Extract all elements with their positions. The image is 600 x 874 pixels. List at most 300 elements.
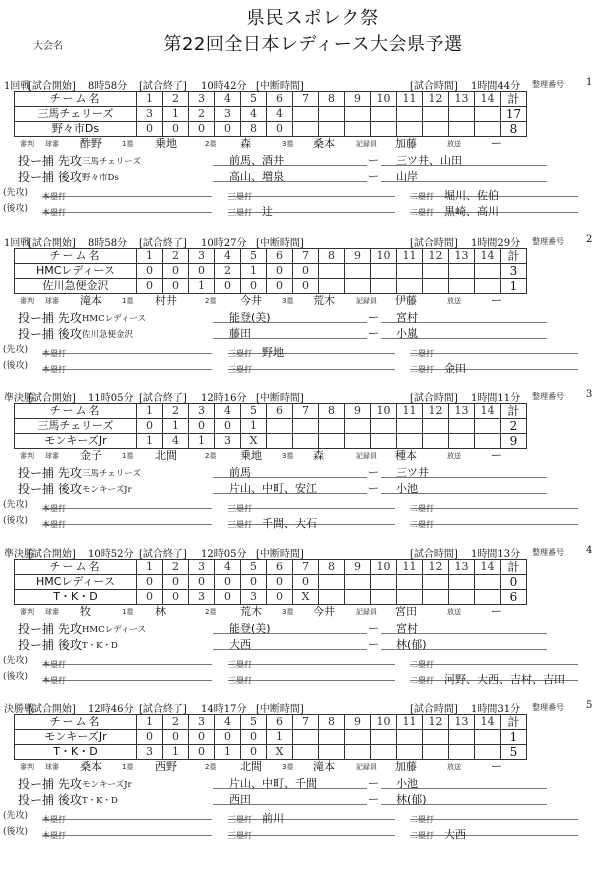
pitchers-field: 西田: [213, 791, 367, 805]
break-label: [中断時間]: [256, 549, 304, 560]
inning-score: 1: [189, 279, 215, 294]
first-base-umpire-label: 1塁: [122, 608, 134, 616]
battery-row-second: [0, 636, 600, 652]
inning-header: 14: [475, 404, 501, 419]
home-run-field: [42, 807, 212, 824]
hits-row-first: [0, 184, 600, 200]
third-base-umpire-label: 3塁: [282, 452, 294, 460]
team-total: 17: [501, 107, 527, 122]
hit-type-label: 二塁打: [410, 520, 434, 529]
scoreboard-table: [14, 91, 527, 137]
match-record-5: [0, 700, 600, 856]
start-label: [試合開始]: [28, 81, 76, 92]
battery-first-label: 投ー捕 先攻: [18, 622, 82, 636]
inning-header: 1: [137, 404, 163, 419]
end-time: 12時16分: [201, 393, 247, 404]
serial-number: 2: [586, 234, 593, 245]
inning-score: 0: [241, 745, 267, 760]
team-name: T・K・D: [15, 745, 137, 760]
inning-score: 0: [163, 264, 189, 279]
battery-team: T・K・D: [82, 796, 118, 806]
team-score-row: [15, 264, 527, 279]
inning-score: 1: [137, 434, 163, 449]
inning-score: 0: [267, 264, 293, 279]
second-base-umpire-label: 2塁: [205, 140, 217, 148]
start-label: [試合開始]: [28, 238, 76, 249]
umpire-label: 審判: [20, 297, 34, 305]
hit-type-label: 三塁打: [228, 365, 252, 374]
umpire-label: 審判: [20, 452, 34, 460]
broadcast-name: ー: [491, 137, 502, 150]
third-base-umpire-name: 今井: [313, 605, 335, 618]
hit-type-label: 三塁打: [228, 504, 252, 513]
inning-header: 14: [475, 715, 501, 730]
inning-score: [397, 419, 423, 434]
team-total: 1: [501, 279, 527, 294]
break-label: [中断時間]: [256, 704, 304, 715]
match-record-2: [0, 234, 600, 390]
inning-score: 0: [189, 730, 215, 745]
team-score-row: [15, 107, 527, 122]
end-time: 12時05分: [201, 549, 247, 560]
battery-dash: ー: [368, 327, 379, 340]
inning-score: [475, 107, 501, 122]
hit-players: 堀川、佐伯: [444, 189, 499, 202]
inning-header: 8: [319, 715, 345, 730]
inning-score: 2: [189, 107, 215, 122]
round-label: 準決勝: [4, 549, 34, 560]
inning-header: 10: [371, 404, 397, 419]
inning-score: 4: [267, 107, 293, 122]
inning-score: [267, 419, 293, 434]
broadcast-label: 放送: [447, 763, 461, 771]
double-field: [410, 496, 578, 513]
total-header: 計: [501, 92, 527, 107]
team-score-row: [15, 419, 527, 434]
inning-header: 14: [475, 249, 501, 264]
inning-header: 4: [215, 560, 241, 575]
first-base-umpire-label: 1塁: [122, 140, 134, 148]
triple-field: [228, 652, 395, 669]
inning-score: [371, 107, 397, 122]
home-run-field: [42, 341, 212, 358]
inning-score: 3: [137, 745, 163, 760]
battery-team: HMCレディース: [82, 625, 147, 635]
total-header: 計: [501, 404, 527, 419]
inning-header: 10: [371, 715, 397, 730]
pitchers-field: 前馬、酒井: [213, 152, 367, 166]
end-time: 10時27分: [201, 238, 247, 249]
inning-header: 11: [397, 715, 423, 730]
hit-type-label: 二塁打: [410, 208, 434, 217]
serial-label: 整理番号: [532, 80, 564, 89]
battery-dash: ー: [368, 482, 379, 495]
team-name-header: チーム名: [15, 404, 137, 419]
battery-second-label: 投ー捕 後攻: [18, 793, 82, 807]
triple-field: [228, 823, 395, 840]
umpire-row: [0, 447, 600, 463]
battery-second-label: 投ー捕 後攻: [18, 638, 82, 652]
hit-type-label: 三塁打: [228, 676, 252, 685]
double-field: [410, 512, 578, 529]
battery-dash: ー: [368, 154, 379, 167]
team-total: 6: [501, 590, 527, 605]
hit-type-label: 三塁打: [228, 192, 252, 201]
inning-score: 0: [241, 575, 267, 590]
inning-score: 3: [215, 107, 241, 122]
hit-players: 野地: [262, 346, 284, 359]
home-run-field: [42, 184, 212, 201]
duration-label: [試合時間]: [410, 81, 458, 92]
home-run-field: [42, 357, 212, 374]
battery-row-second: [0, 325, 600, 341]
team-name: 三馬チェリーズ: [15, 107, 137, 122]
inning-header: 5: [241, 92, 267, 107]
hits-row-second: [0, 512, 600, 528]
broadcast-label: 放送: [447, 297, 461, 305]
battery-team: モンキーズJr: [82, 485, 132, 495]
inning-score: 1: [163, 419, 189, 434]
battery-dash: ー: [368, 170, 379, 183]
inning-header: 12: [423, 404, 449, 419]
inning-score: 0: [215, 419, 241, 434]
hits-row-first: [0, 341, 600, 357]
battery-dash: ー: [368, 638, 379, 651]
plate-umpire-label: 球審: [45, 140, 59, 148]
hit-players: 大西: [444, 828, 466, 841]
battery-second-label: 投ー捕 後攻: [18, 327, 82, 341]
inning-score: 1: [241, 264, 267, 279]
inning-header: 12: [423, 249, 449, 264]
plate-umpire-label: 球審: [45, 297, 59, 305]
inning-score: 0: [215, 575, 241, 590]
inning-header: 12: [423, 715, 449, 730]
team-total: 3: [501, 264, 527, 279]
hit-type-label: 本塁打: [42, 192, 66, 201]
battery-team: 三馬チェリーズ: [82, 469, 141, 479]
plate-umpire-name: 金子: [80, 449, 102, 462]
inning-header: 6: [267, 560, 293, 575]
pitchers-field: 能登(美): [213, 309, 367, 323]
end-time: 14時17分: [201, 704, 247, 715]
recorder-label: 記録員: [356, 140, 377, 148]
end-label: [試合終了]: [139, 238, 187, 249]
inning-score: [475, 264, 501, 279]
team-name-header: チーム名: [15, 92, 137, 107]
inning-score: 0: [189, 419, 215, 434]
inning-score: 0: [137, 590, 163, 605]
home-run-field: [42, 200, 212, 217]
home-run-field: [42, 823, 212, 840]
end-label: [試合終了]: [139, 81, 187, 92]
battery-team: 佐川急便金沢: [82, 330, 134, 340]
inning-header: 5: [241, 715, 267, 730]
duration-label: [試合時間]: [410, 238, 458, 249]
inning-header: 3: [189, 715, 215, 730]
start-label: [試合開始]: [28, 704, 76, 715]
inning-score: X: [293, 590, 319, 605]
second-base-umpire-name: 荒木: [240, 605, 262, 618]
inning-score: [449, 575, 475, 590]
match-header: [4, 389, 598, 403]
inning-header: 10: [371, 92, 397, 107]
plate-umpire-name: 桑本: [80, 760, 102, 773]
recorder-label: 記録員: [356, 297, 377, 305]
pitchers-field: 藤田: [213, 325, 367, 339]
inning-header: 3: [189, 560, 215, 575]
second-base-umpire-label: 2塁: [205, 452, 217, 460]
home-run-field: [42, 668, 212, 685]
team-score-row: [15, 730, 527, 745]
inning-score: 0: [267, 122, 293, 137]
inning-header: 3: [189, 404, 215, 419]
inning-score: 0: [241, 279, 267, 294]
inning-header: 10: [371, 560, 397, 575]
serial-label: 整理番号: [532, 392, 564, 401]
first-base-umpire-name: 林: [155, 605, 166, 618]
hit-type-label: 三塁打: [228, 815, 252, 824]
inning-score: 1: [189, 434, 215, 449]
catchers-field: 林(郁): [381, 791, 547, 805]
team-name: 三馬チェリーズ: [15, 419, 137, 434]
scoreboard-header-row: [15, 92, 527, 107]
team-name: T・K・D: [15, 590, 137, 605]
scoreboard-header-row: [15, 404, 527, 419]
plate-umpire-name: 牧: [80, 605, 91, 618]
recorder-label: 記録員: [356, 763, 377, 771]
catchers-field: 小池: [381, 480, 547, 494]
inning-score: 1: [163, 745, 189, 760]
inning-score: 4: [163, 434, 189, 449]
inning-score: [319, 575, 345, 590]
battery-dash: ー: [368, 777, 379, 790]
recorder-name: 種本: [395, 449, 417, 462]
end-label: [試合終了]: [139, 704, 187, 715]
pitchers-field: 片山、中町、千間: [213, 775, 367, 789]
hits-row-second: [0, 357, 600, 373]
recorder-name: 加藤: [395, 137, 417, 150]
inning-header: 10: [371, 249, 397, 264]
pitchers-field: 前馬: [213, 464, 367, 478]
team-name: 佐川急便金沢: [15, 279, 137, 294]
second-base-umpire-name: 乗地: [240, 449, 262, 462]
duration-label: [試合時間]: [410, 549, 458, 560]
side-second-label: (後攻): [3, 827, 29, 837]
inning-header: 7: [293, 92, 319, 107]
second-base-umpire-label: 2塁: [205, 763, 217, 771]
inning-header: 13: [449, 249, 475, 264]
hit-type-label: 二塁打: [410, 660, 434, 669]
hit-type-label: 本塁打: [42, 831, 66, 840]
round-label: 準決勝: [4, 393, 34, 404]
hits-row-second: [0, 200, 600, 216]
inning-score: [345, 575, 371, 590]
team-name-header: チーム名: [15, 715, 137, 730]
triple-field: [228, 512, 395, 530]
second-base-umpire-name: 北間: [240, 760, 262, 773]
third-base-umpire-label: 3塁: [282, 763, 294, 771]
hit-type-label: 本塁打: [42, 520, 66, 529]
inning-score: 0: [293, 279, 319, 294]
hit-type-label: 二塁打: [410, 365, 434, 374]
hits-row-second: [0, 668, 600, 684]
third-base-umpire-name: 桑本: [313, 137, 335, 150]
inning-score: 0: [137, 264, 163, 279]
inning-score: 0: [189, 745, 215, 760]
hit-players: 黒崎、高川: [444, 205, 499, 218]
inning-score: 0: [163, 575, 189, 590]
inning-score: 0: [137, 730, 163, 745]
inning-header: 11: [397, 249, 423, 264]
hit-type-label: 二塁打: [410, 192, 434, 201]
inning-header: 2: [163, 715, 189, 730]
inning-score: 0: [267, 575, 293, 590]
team-total: 0: [501, 575, 527, 590]
inning-header: 2: [163, 404, 189, 419]
inning-header: 8: [319, 249, 345, 264]
inning-header: 14: [475, 92, 501, 107]
duration-value: 1時間29分: [471, 238, 521, 249]
round-label: 1回戦: [4, 81, 31, 92]
side-first-label: (先攻): [3, 656, 29, 666]
inning-header: 2: [163, 249, 189, 264]
triple-field: [228, 496, 395, 513]
umpire-label: 審判: [20, 140, 34, 148]
inning-score: 0: [293, 575, 319, 590]
inning-score: [449, 419, 475, 434]
scoreboard-header-row: [15, 249, 527, 264]
inning-score: 2: [215, 264, 241, 279]
inning-header: 7: [293, 715, 319, 730]
inning-score: [423, 419, 449, 434]
break-label: [中断時間]: [256, 81, 304, 92]
inning-header: 14: [475, 560, 501, 575]
inning-header: 4: [215, 92, 241, 107]
inning-score: [293, 107, 319, 122]
inning-score: 0: [241, 730, 267, 745]
inning-header: 8: [319, 92, 345, 107]
home-run-field: [42, 652, 212, 669]
inning-header: 1: [137, 560, 163, 575]
inning-header: 5: [241, 404, 267, 419]
inning-score: [293, 419, 319, 434]
double-field: [410, 823, 578, 841]
inning-header: 6: [267, 92, 293, 107]
battery-team: T・K・D: [82, 641, 118, 651]
recorder-label: 記録員: [356, 452, 377, 460]
side-first-label: (先攻): [3, 188, 29, 198]
hit-type-label: 二塁打: [410, 504, 434, 513]
tournament-name-label: 大会名: [33, 41, 63, 52]
broadcast-label: 放送: [447, 608, 461, 616]
catchers-field: 三ツ井: [381, 464, 547, 478]
tournament-title-line1: 県民スポレク祭: [246, 8, 380, 29]
inning-score: 0: [215, 730, 241, 745]
inning-header: 11: [397, 560, 423, 575]
third-base-umpire-label: 3塁: [282, 608, 294, 616]
hit-type-label: 本塁打: [42, 660, 66, 669]
hit-type-label: 二塁打: [410, 349, 434, 358]
hit-type-label: 三塁打: [228, 349, 252, 358]
battery-first-label: 投ー捕 先攻: [18, 777, 82, 791]
inning-score: 3: [137, 107, 163, 122]
inning-score: [293, 730, 319, 745]
third-base-umpire-name: 森: [313, 449, 324, 462]
inning-score: [371, 575, 397, 590]
inning-header: 9: [345, 560, 371, 575]
second-base-umpire-name: 今井: [240, 294, 262, 307]
inning-header: 11: [397, 404, 423, 419]
catchers-field: 三ツ井、山田: [381, 152, 547, 166]
end-label: [試合終了]: [139, 549, 187, 560]
round-label: 1回戦: [4, 238, 31, 249]
side-second-label: (後攻): [3, 204, 29, 214]
duration-value: 1時間31分: [471, 704, 521, 715]
team-total: 9: [501, 434, 527, 449]
end-label: [試合終了]: [139, 393, 187, 404]
inning-header: 2: [163, 560, 189, 575]
battery-team: HMCレディース: [82, 314, 147, 324]
inning-header: 12: [423, 560, 449, 575]
team-name: モンキーズJr: [15, 434, 137, 449]
battery-team: 野々市Ds: [82, 173, 119, 183]
broadcast-label: 放送: [447, 140, 461, 148]
duration-label: [試合時間]: [410, 704, 458, 715]
side-first-label: (先攻): [3, 345, 29, 355]
hit-type-label: 本塁打: [42, 208, 66, 217]
battery-dash: ー: [368, 622, 379, 635]
break-label: [中断時間]: [256, 238, 304, 249]
inning-header: 9: [345, 92, 371, 107]
inning-score: [449, 264, 475, 279]
scoreboard-header-row: [15, 715, 527, 730]
inning-header: 13: [449, 560, 475, 575]
catchers-field: 林(郁): [381, 636, 547, 650]
inning-score: 0: [163, 279, 189, 294]
serial-number: 5: [586, 700, 593, 711]
pitchers-field: 片山、中町、安江: [213, 480, 367, 494]
inning-score: [345, 107, 371, 122]
battery-row-first: [0, 152, 600, 168]
battery-first-label: 投ー捕 先攻: [18, 154, 82, 168]
match-header: [4, 545, 598, 559]
match-header: [4, 700, 598, 714]
scoreboard-header-row: [15, 560, 527, 575]
team-total: 8: [501, 122, 527, 137]
double-field: [410, 357, 578, 375]
second-base-umpire-label: 2塁: [205, 608, 217, 616]
inning-score: X: [241, 434, 267, 449]
broadcast-name: ー: [491, 760, 502, 773]
first-base-umpire-name: 北間: [155, 449, 177, 462]
first-base-umpire-name: 村井: [155, 294, 177, 307]
plate-umpire-label: 球審: [45, 763, 59, 771]
triple-field: [228, 357, 395, 374]
side-second-label: (後攻): [3, 672, 29, 682]
side-first-label: (先攻): [3, 811, 29, 821]
tournament-title-line2: 第22回全日本レディース大会県予選: [163, 34, 463, 55]
inning-score: [423, 730, 449, 745]
match-record-3: [0, 389, 600, 545]
end-time: 10時42分: [201, 81, 247, 92]
start-time: 12時46分: [88, 704, 134, 715]
inning-score: [319, 419, 345, 434]
double-field: [410, 341, 578, 358]
inning-score: 0: [189, 122, 215, 137]
inning-score: [449, 730, 475, 745]
serial-number: 4: [586, 545, 593, 556]
inning-score: 4: [241, 107, 267, 122]
